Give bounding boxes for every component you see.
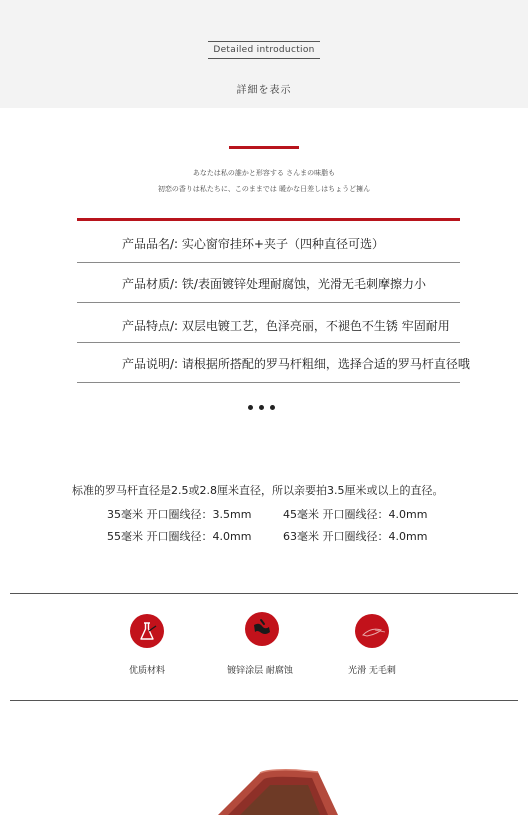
size-45: 45毫米 开口圈线径：4.0mm xyxy=(283,508,428,521)
smooth-icon xyxy=(355,614,389,648)
spec-divider-3 xyxy=(77,342,460,343)
shield-icon xyxy=(245,612,279,646)
spec-instructions: 产品说明/: 请根据所搭配的罗马杆粗细，选择合适的罗马杆直径哦 xyxy=(122,357,470,371)
accent-bar-short xyxy=(229,146,299,149)
spec-divider-4 xyxy=(77,382,460,383)
size-63: 63毫米 开口圈线径：4.0mm xyxy=(283,530,428,543)
header-title-jp: 詳細を表示 xyxy=(236,85,292,96)
feature-rule-bottom xyxy=(10,700,518,701)
product-image xyxy=(200,765,360,815)
poem-line-1: あなたは私の誰かと形容する さんまの味脂も xyxy=(192,169,336,177)
header-line-top xyxy=(208,41,320,42)
header-title-en: Detailed introduction xyxy=(213,45,315,55)
feature-label-material: 优质材料 xyxy=(128,666,165,676)
spec-product-name: 产品品名/: 实心窗帘挂环+夹子（四种直径可选） xyxy=(122,237,384,251)
flask-icon xyxy=(130,614,164,648)
spec-features: 产品特点/: 双层电镀工艺，色泽亮丽，不褪色不生锈 牢固耐用 xyxy=(122,319,450,333)
poem-line-2: 初恋の香りは私たちに、このままでは 暖かな日差しはちょうど擁ん xyxy=(157,185,371,193)
spec-material: 产品材质/: 铁/表面镀锌处理耐腐蚀，光滑无毛刺摩擦力小 xyxy=(122,277,426,291)
feature-rule-top xyxy=(10,593,518,594)
diameter-note: 标准的罗马杆直径是2.5或2.8厘米直径，所以亲要拍3.5厘米或以上的直径。 xyxy=(72,484,444,497)
spec-divider-1 xyxy=(77,262,460,263)
ellipsis-icon xyxy=(246,405,286,411)
feature-label-smooth: 光滑 无毛刺 xyxy=(348,666,396,676)
size-35: 35毫米 开口圈线径：3.5mm xyxy=(107,508,252,521)
header-line-bottom xyxy=(208,58,320,59)
feature-label-coating: 镀锌涂层 耐腐蚀 xyxy=(227,666,293,676)
size-55: 55毫米 开口圈线径：4.0mm xyxy=(107,530,252,543)
accent-bar-long xyxy=(77,218,460,221)
spec-divider-2 xyxy=(77,302,460,303)
